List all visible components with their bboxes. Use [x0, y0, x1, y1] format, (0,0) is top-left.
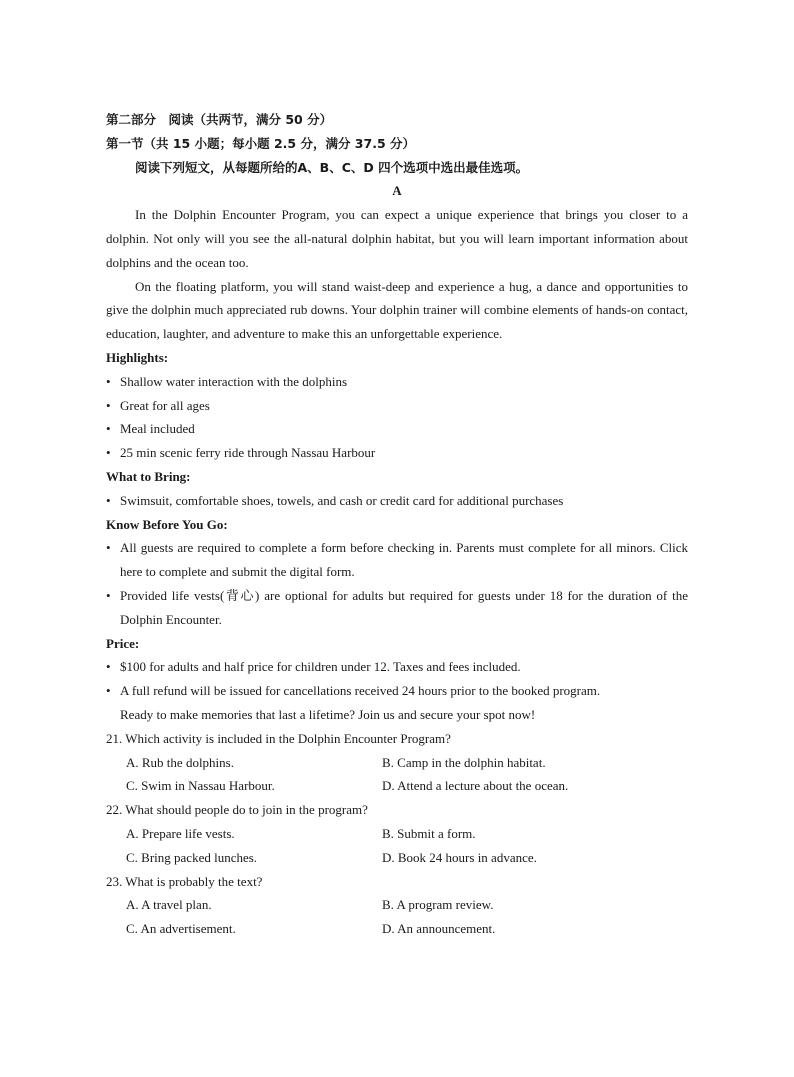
- part-title: 第二部分 阅读（共两节，满分 50 分）: [106, 112, 333, 127]
- price-item: [106, 679, 688, 703]
- bullet-icon: •: [106, 659, 111, 675]
- highlight-item: [106, 441, 688, 465]
- option-d[interactable]: D. Book 24 hours in advance.: [382, 849, 537, 865]
- highlight-text: 25 min scenic ferry ride through Nassau Harbour: [120, 445, 376, 461]
- exam-page: [106, 108, 688, 941]
- options-row: [106, 917, 688, 941]
- options-row: [106, 822, 688, 846]
- option-b[interactable]: B. Camp in the dolphin habitat.: [382, 754, 546, 770]
- question-22: 22. What should people do to join in the program?: [106, 802, 368, 818]
- bullet-icon: •: [106, 445, 111, 461]
- closing-line: Ready to make memories that last a lifetime? Join us and secure your spot now!: [120, 706, 536, 722]
- passage-label: A: [392, 183, 402, 199]
- know-text: All guests are required to complete a form before checking in. Parents must complete for all minors. Click here to complete and submit the digital form.: [120, 540, 688, 580]
- bring-text: Swimsuit, comfortable shoes, towels, and cash or credit card for additional purchases: [120, 492, 564, 508]
- know-item: [106, 536, 688, 584]
- highlight-text: Meal included: [120, 421, 195, 437]
- highlight-text: Shallow water interaction with the dolphins: [120, 373, 348, 389]
- option-c[interactable]: C. An advertisement.: [126, 921, 236, 937]
- bring-heading: What to Bring:: [106, 468, 191, 484]
- bullet-icon: •: [106, 683, 111, 699]
- section-title: 第一节（共 15 小题；每小题 2.5 分，满分 37.5 分）: [106, 135, 415, 151]
- option-a[interactable]: A. Rub the dolphins.: [126, 754, 234, 770]
- paragraph-2: [106, 275, 688, 346]
- option-b[interactable]: B. A program review.: [382, 897, 494, 913]
- price-text: $100 for adults and half price for children under 12. Taxes and fees included.: [120, 659, 521, 675]
- question-21: 21. Which activity is included in the Dolphin Encounter Program?: [106, 730, 451, 746]
- paragraph-1-text: In the Dolphin Encounter Program, you can expect a unique experience that brings you closer to a dolphin. Not only will you see the all-natural dolphin habitat, but you will learn important information about dolphins and the ocean too.: [106, 207, 688, 270]
- know-item: [106, 584, 688, 632]
- highlight-text: Great for all ages: [120, 397, 210, 413]
- option-d[interactable]: D. An announcement.: [382, 921, 496, 937]
- highlight-item: [106, 370, 688, 394]
- options-row: [106, 751, 688, 775]
- know-text: Provided life vests(背心) are optional for adults but required for guests under 18 for the duration of the Dolphin Encounter.: [120, 587, 688, 627]
- know-heading: Know Before You Go:: [106, 516, 228, 532]
- question-23: 23. What is probably the text?: [106, 873, 263, 889]
- option-b[interactable]: B. Submit a form.: [382, 825, 476, 841]
- price-item: [106, 655, 688, 679]
- option-c[interactable]: C. Swim in Nassau Harbour.: [126, 778, 275, 794]
- options-row: [106, 846, 688, 870]
- highlight-item: [106, 417, 688, 441]
- options-row: [106, 893, 688, 917]
- bullet-icon: •: [106, 373, 111, 389]
- bullet-icon: •: [106, 421, 111, 437]
- paragraph-1: [106, 203, 688, 274]
- highlight-item: [106, 394, 688, 418]
- price-text: A full refund will be issued for cancellations received 24 hours prior to the booked program.: [120, 683, 601, 699]
- bullet-icon: •: [106, 540, 111, 556]
- bullet-icon: •: [106, 397, 111, 413]
- option-d[interactable]: D. Attend a lecture about the ocean.: [382, 778, 569, 794]
- option-a[interactable]: A. A travel plan.: [126, 897, 212, 913]
- bullet-icon: •: [106, 492, 111, 508]
- option-a[interactable]: A. Prepare life vests.: [126, 825, 235, 841]
- bring-item: [106, 489, 688, 513]
- price-heading: Price:: [106, 635, 140, 651]
- highlights-heading: Highlights:: [106, 349, 169, 365]
- paragraph-2-text: On the floating platform, you will stand waist-deep and experience a hug, a dance and opportunities to give the dolphin much appreciated rub downs. Your dolphin trainer will combine elements of hands-on contact, education, laughter, and adventure to make this an unforgettable experience.: [106, 278, 688, 342]
- bullet-icon: •: [106, 587, 111, 603]
- options-row: [106, 774, 688, 798]
- option-c[interactable]: C. Bring packed lunches.: [126, 849, 258, 865]
- instruction: 阅读下列短文，从每题所给的A、B、C、D 四个选项中选出最佳选项。: [135, 159, 529, 175]
